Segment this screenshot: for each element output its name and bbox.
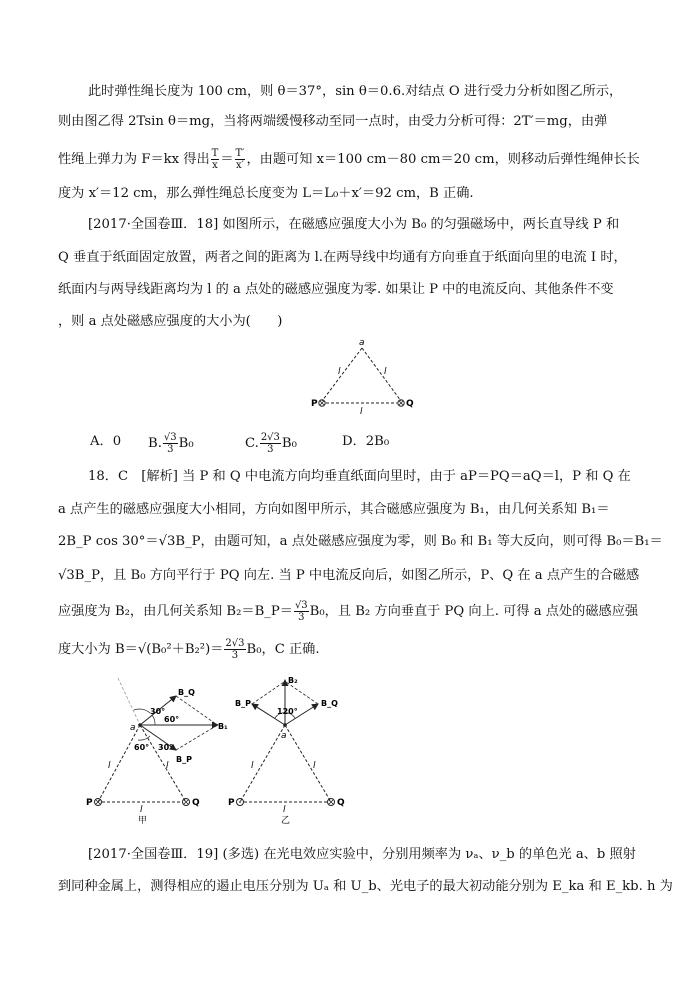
fraction-denominator: 3	[167, 444, 174, 455]
point-a-label: a	[130, 723, 136, 733]
option-b	[148, 432, 194, 455]
angle-60-top-label: 60°	[164, 715, 180, 724]
option-c-suffix: B₀	[281, 436, 297, 451]
side-l-label-left: l	[108, 761, 111, 771]
angle-60-bottom-label: 60°	[134, 743, 150, 752]
option-a: A．0	[90, 434, 122, 449]
question-19-line-1: [2017·全国卷Ⅲ．19] (多选) 在光电效应实验中，分别用频率为 νₐ、ν_b 的单色光 a、b 照射	[88, 847, 636, 862]
fraction-numerator: 2√3	[225, 638, 245, 649]
vector-bp-label: B_P	[235, 699, 251, 708]
fraction-numerator: 2√3	[260, 432, 280, 443]
point-a-label: a	[281, 731, 287, 741]
figure-jia	[78, 670, 228, 830]
angle-30-bottom-label: 30°	[158, 743, 174, 752]
side-l-label-right: l	[313, 761, 316, 771]
solution-17-line-4: 度为 x′＝12 cm，那么弹性绳总长度变为 L＝L₀＋x′＝92 cm，B 正确.	[58, 186, 474, 201]
fraction-numerator: T	[211, 148, 219, 159]
option-c-prefix: C.	[245, 436, 259, 451]
text-segment: ，由题可知 x＝100 cm－80 cm＝20 cm，则移动后弹性绳伸长长	[246, 152, 640, 167]
fraction-denominator: x	[212, 160, 218, 171]
text-segment: 应强度为 B₂，由几何关系知 B₂＝B_P＝	[58, 604, 293, 619]
fraction-root3-over-3	[294, 600, 309, 623]
fraction-t-prime-over-x-prime	[235, 148, 246, 171]
solution-17-line-2: 则由图乙得 2Tsin θ＝mg，当将两端缓慢移动至同一点时，由受力分析可得：2T′＝mg，由弹	[58, 114, 608, 129]
solution-17-line-3	[58, 148, 658, 171]
equals-sign: ＝	[220, 152, 234, 167]
side-l-label-bottom: l	[140, 805, 143, 815]
fraction-2root3-over-3	[224, 638, 245, 661]
fraction-numerator: T′	[235, 148, 245, 159]
option-b-suffix: B₀	[178, 436, 194, 451]
question-18-line-3: 纸面内与两导线距离均为 l 的 a 点处的磁感应强度为零. 如果让 P 中的电流反向、其他条件不变	[58, 282, 614, 297]
solution-17-line-1: 此时弹性绳长度为 100 cm，则 θ＝37°，sin θ＝0.6.对结点 O 进行受力分析如图乙所示，	[88, 84, 623, 99]
option-c-fraction	[260, 432, 281, 455]
vector-b2-label: B₂	[288, 676, 298, 685]
point-p-label: P	[228, 798, 235, 808]
question-18-line-4: ，则 a 点处磁感应强度的大小为( )	[58, 314, 283, 329]
side-l-label-right: l	[166, 761, 169, 771]
option-b-prefix: B.	[148, 436, 162, 451]
text-segment: 度大小为 B＝√(B₀²＋B₂²)＝	[58, 642, 224, 657]
option-d: D．2B₀	[342, 434, 390, 449]
question-18-triangle-figure	[300, 332, 430, 418]
figure-yi	[225, 670, 365, 830]
fraction-denominator: 3	[298, 612, 305, 623]
solution-18-line-5	[58, 600, 658, 623]
angle-30-top-label: 30°	[150, 707, 166, 716]
fraction-denominator: 3	[267, 444, 274, 455]
vector-bp-label: B_P	[176, 755, 192, 764]
point-q-label: Q	[337, 798, 345, 808]
question-19-line-2: 到同种金属上，测得相应的遏止电压分别为 Uₐ 和 U_b、光电子的最大初动能分别为 E_ka 和 E_kb. h 为	[58, 879, 673, 894]
fraction-numerator: √3	[163, 432, 177, 443]
solution-18-line-3: 2B_P cos 30°＝√3B_P，由题可知，a 点处磁感应强度为零，则 B₀ 和 B₁ 等大反向，则可得 B₀＝B₁＝	[58, 534, 663, 549]
fraction-denominator: 3	[231, 650, 239, 661]
solution-18-line-1: 18．C [解析] 当 P 和 Q 中电流方向均垂直纸面向里时，由于 aP＝PQ＝aQ＝l，P 和 Q 在	[88, 469, 631, 484]
solution-18-line-4: √3B_P，且 B₀ 方向平行于 PQ 向左. 当 P 中电流反向后，如图乙所示，P、Q 在 a 点产生的合磁感	[58, 568, 640, 583]
vector-b1-label: B₁	[218, 722, 228, 731]
side-l-label-bottom: l	[360, 407, 363, 417]
vector-bq-label: B_Q	[321, 699, 338, 708]
question-18-line-1: [2017·全国卷Ⅲ．18] 如图所示，在磁感应强度大小为 B₀ 的匀强磁场中，两长直导线 P 和	[88, 217, 620, 232]
side-l-label-right: l	[384, 367, 387, 377]
solution-18-line-6	[58, 638, 658, 661]
solution-18-line-2: a 点产生的磁感应强度大小相同，方向如图甲所示，其合磁感应强度为 B₁，由几何关系知 B₁＝	[58, 502, 610, 517]
fraction-t-over-x	[211, 148, 220, 171]
option-b-fraction	[163, 432, 178, 455]
fraction-numerator: √3	[294, 600, 308, 611]
point-q-label: Q	[406, 399, 414, 409]
point-q-label: Q	[192, 798, 200, 808]
point-a-label: a	[359, 338, 365, 348]
figure-caption-jia: 甲	[138, 816, 148, 826]
side-l-label-bottom: l	[283, 805, 286, 815]
point-p-label: P	[311, 399, 318, 409]
point-p-label: P	[86, 798, 93, 808]
side-l-label-left: l	[338, 367, 341, 377]
text-segment: 性绳上弹力为 F＝kx 得出	[58, 152, 210, 167]
angle-120-label: 120°	[277, 707, 298, 716]
fraction-denominator: x′	[236, 160, 244, 171]
option-c	[245, 432, 297, 455]
question-18-line-2: Q 垂直于纸面固定放置，两者之间的距离为 l.在两导线中均通有方向垂直于纸面向里的电流 I 时，	[58, 250, 627, 265]
figure-caption-yi: 乙	[281, 816, 291, 826]
text-segment: B₀，且 B₂ 方向垂直于 PQ 向上. 可得 a 点处的磁感应强	[309, 604, 639, 619]
side-l-label-left: l	[251, 761, 254, 771]
text-segment: B₀，C 正确.	[246, 642, 320, 657]
vector-bq-label: B_Q	[178, 688, 195, 697]
